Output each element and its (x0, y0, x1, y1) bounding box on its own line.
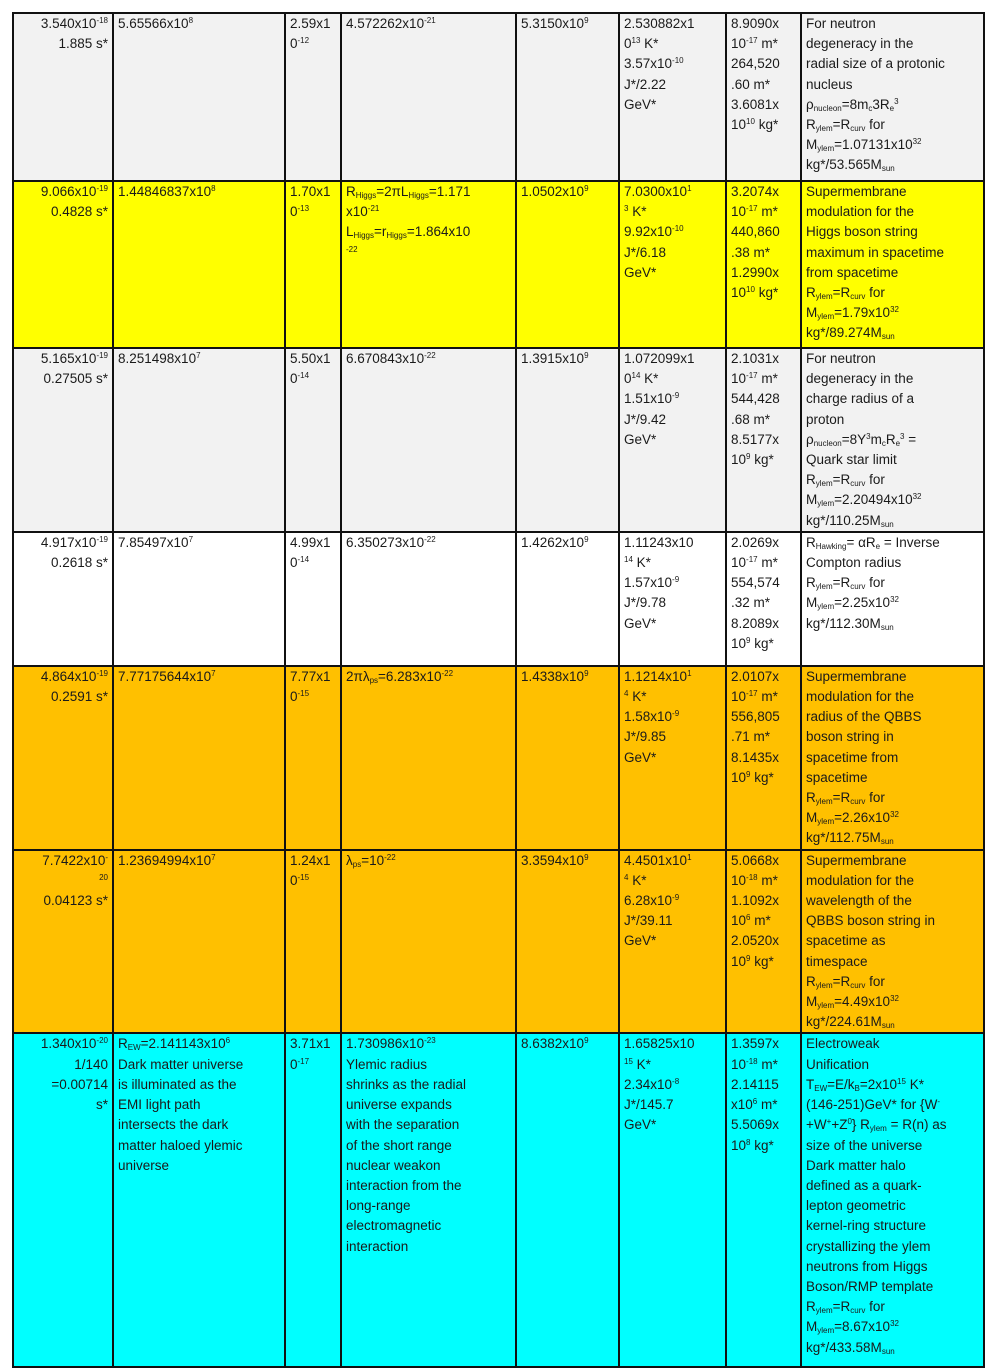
description-line: $M_{ylem}=2.26x10^{32}$ (806, 810, 899, 827)
scale-cell (285, 532, 341, 666)
description-line: $T_{EW}=E/k_B=2x10^{15}$ K* (806, 1076, 924, 1093)
scale-line: $0^{-14}$ (290, 555, 310, 571)
description-line: charge radius of a (806, 391, 915, 407)
description-line: $R_{Hawking}= \alpha R_e$ = Inverse (806, 534, 940, 551)
time-line: 1/140 (74, 1056, 108, 1072)
description-cell (801, 532, 984, 666)
scale-cell (285, 666, 341, 850)
description-line: $M_{ylem}=1.07131x10^{32}$ (806, 137, 922, 154)
radius-line: long-range (346, 1198, 411, 1214)
temperature-energy-cell (619, 532, 726, 666)
scale-line: 1.24x1 (290, 852, 331, 868)
scale-cell (285, 181, 341, 348)
description-line: Quark star limit (806, 452, 897, 468)
size-mass-line: 2.1031x (731, 351, 780, 366)
temperature-energy-cell (619, 666, 726, 850)
size-mass-line: 8.2089x (731, 615, 780, 631)
temperature-energy-line: $0^{13}$ K* (624, 36, 659, 52)
factor-cell (516, 348, 619, 532)
factor-cell (516, 532, 619, 666)
time-line: =0.00714 (51, 1076, 108, 1092)
radius-line: $\lambda_{ps}=10^{-22}$ (346, 852, 396, 869)
temperature-energy-line: GeV* (624, 749, 657, 765)
description-line: Boson/RMP template (806, 1278, 934, 1294)
temperature-energy-line: $3.57x10^{-10}$ (624, 56, 684, 72)
scale-line: $0^{-12}$ (290, 36, 310, 52)
scale-line: $0^{-14}$ (290, 371, 310, 387)
description-line: degeneracy in the (806, 36, 914, 52)
size-mass-line: .60 m* (731, 76, 771, 92)
description-line: $\rho_{nucleon}=8Y^3m_cR_e^3$ = (806, 431, 917, 448)
description-line: $kg*/112.75M_{sun}$ (806, 830, 894, 847)
time-line: 1.885 s* (58, 36, 108, 52)
radius-cell (341, 666, 516, 850)
temperature-energy-line: J*/9.42 (624, 411, 667, 427)
time-cell (13, 348, 113, 532)
radius-line: universe expands (346, 1097, 452, 1113)
size-mass-line: 2.0520x (731, 933, 780, 949)
temperature-ratio-cell (113, 666, 285, 850)
description-line: $R_{ylem}=R_{curv}$ for (806, 285, 885, 302)
description-line: $M_{ylem}=2.25x10^{32}$ (806, 595, 899, 612)
size-mass-line: 5.0668x (731, 852, 780, 868)
size-mass-line: $10^{10}$ kg* (731, 117, 779, 133)
temperature-energy-line: $4.4501x10^1$ (624, 852, 692, 868)
size-mass-line: 8.5177x (731, 431, 780, 447)
temperature-ratio-cell (113, 181, 285, 348)
temperature-energy-line: 2.530882x1 (624, 16, 695, 31)
description-line: defined as a quark- (806, 1177, 922, 1193)
description-line: nucleus (806, 76, 853, 92)
description-line: QBBS boson string in (806, 913, 936, 929)
temperature-energy-line: GeV* (624, 96, 657, 112)
temperature-ratio-line: $7.85497x10^7$ (118, 534, 194, 550)
temperature-energy-line: GeV* (624, 615, 657, 631)
temperature-energy-line: $^{15}$ K* (624, 1056, 651, 1072)
factor-cell (516, 181, 619, 348)
description-line: size of the universe (806, 1137, 923, 1153)
temperature-energy-line: GeV* (624, 264, 657, 280)
factor-line: $1.4262x10^9$ (521, 534, 589, 550)
description-line: lepton geometric (806, 1198, 906, 1214)
temperature-energy-cell (619, 348, 726, 532)
description-line: Unification (806, 1056, 870, 1072)
description-line: Electroweak (806, 1036, 880, 1052)
description-line: $M_{ylem}=8.67x10^{32}$ (806, 1319, 899, 1336)
radius-line: interaction from the (346, 1177, 462, 1193)
description-line: kernel-ring structure (806, 1218, 927, 1234)
description-line: Higgs boson string (806, 224, 918, 240)
radius-cell (341, 1033, 516, 1367)
temperature-energy-line: J*/6.18 (624, 244, 667, 260)
temperature-ratio-line: is illuminated as the (118, 1076, 237, 1092)
size-mass-line: $10^6$ m* (731, 913, 771, 929)
description-line: $R_{ylem}=R_{curv}$ for (806, 790, 885, 807)
temperature-ratio-cell (113, 850, 285, 1034)
size-mass-line: $x10^6$ m* (731, 1097, 778, 1113)
factor-cell (516, 666, 619, 850)
time-cell (13, 181, 113, 348)
temperature-energy-line: $^4$ K* (624, 689, 647, 705)
temperature-energy-cell (619, 850, 726, 1034)
table-row-neutron-charge-radius (13, 348, 984, 532)
size-mass-line: $10^{-17}$ m* (731, 555, 778, 571)
description-line: $M_{ylem}=1.79x10^{32}$ (806, 305, 899, 322)
temperature-energy-line: $2.34x10^{-8}$ (624, 1076, 680, 1092)
description-line: from spacetime (806, 264, 899, 280)
temperature-energy-line: $1.57x10^{-9}$ (624, 575, 680, 591)
scale-line: $0^{-13}$ (290, 204, 310, 220)
temperature-energy-line: 1.65825x10 (624, 1036, 695, 1052)
temperature-ratio-line: $7.77175644x10^7$ (118, 668, 216, 684)
description-line: crystallizing the ylem (806, 1238, 931, 1254)
temperature-energy-line: 1.11243x10 (624, 534, 694, 550)
description-line: Supermembrane (806, 184, 907, 199)
size-mass-line: 544,428 (731, 391, 780, 407)
radius-line: Ylemic radius (346, 1056, 428, 1072)
factor-line: $1.3915x10^9$ (521, 351, 589, 366)
temperature-energy-line: $^3$ K* (624, 204, 647, 220)
temperature-energy-line: GeV* (624, 1117, 657, 1133)
radius-cell (341, 850, 516, 1034)
time-line: s* (95, 1097, 108, 1113)
description-line: For neutron (806, 16, 876, 31)
size-mass-line: .38 m* (731, 244, 771, 260)
size-mass-line: $10^9$ kg* (731, 953, 774, 969)
temperature-ratio-cell (113, 1033, 285, 1367)
time-line: 0.2618 s* (50, 555, 108, 571)
description-line: radial size of a protonic (806, 56, 945, 72)
time-cell (13, 13, 113, 181)
description-line: timespace (806, 953, 868, 969)
table-row-qbbs-wavelength (13, 850, 984, 1034)
temperature-energy-line: J*/9.85 (624, 729, 667, 745)
temperature-energy-line: J*/2.22 (624, 76, 667, 92)
size-mass-line: $10^9$ kg* (731, 452, 774, 468)
radius-line: $x10^{-21}$ (346, 204, 380, 220)
table-row-neutron-radial-size (13, 13, 984, 181)
size-mass-line: 5.5069x (731, 1117, 780, 1133)
temperature-ratio-cell (113, 532, 285, 666)
time-line: $5.165x10^{-19}$ (40, 351, 108, 366)
size-mass-line: 8.1435x (731, 749, 780, 765)
radius-cell (341, 181, 516, 348)
radius-line: $6.670843x10^{-22}$ (346, 351, 436, 366)
table-body (13, 13, 984, 1367)
scale-line: 1.70x1 (290, 184, 331, 199)
temperature-energy-line: GeV* (624, 431, 657, 447)
size-mass-line: $10^{-17}$ m* (731, 689, 778, 705)
size-mass-line: 554,574 (731, 575, 780, 591)
time-cell (13, 532, 113, 666)
radius-cell (341, 13, 516, 181)
size-mass-line: $10^{10}$ kg* (731, 285, 779, 301)
size-mass-line: 8.9090x (731, 16, 780, 31)
temperature-energy-line: J*/39.11 (624, 913, 673, 929)
radius-line: -22 (346, 244, 358, 254)
description-cell (801, 348, 984, 532)
temperature-energy-line: $1.51x10^{-9}$ (624, 391, 680, 407)
size-mass-line: $10^9$ kg* (731, 635, 774, 651)
description-line: $kg*/433.58M_{sun}$ (806, 1339, 895, 1356)
table-row-higgs-boson-string (13, 181, 984, 348)
description-cell (801, 666, 984, 850)
description-line: Compton radius (806, 555, 902, 571)
description-line: modulation for the (806, 204, 915, 220)
description-line: boson string in (806, 729, 894, 745)
time-line: $3.540x10^{-18}$ (40, 16, 108, 31)
scale-line: 4.99x1 (290, 534, 331, 550)
radius-line: $6.350273x10^{-22}$ (346, 534, 436, 550)
scale-line: 7.77x1 (290, 668, 331, 684)
radius-line: shrinks as the radial (346, 1076, 467, 1092)
description-line: $R_{ylem}=R_{curv}$ for (806, 472, 885, 489)
size-mass-line: $10^{-17}$ m* (731, 36, 778, 52)
factor-line: $5.3150x10^9$ (521, 16, 589, 31)
description-line: For neutron (806, 351, 876, 366)
temperature-ratio-line: $1.23694994x10^7$ (118, 852, 216, 868)
scale-line: 5.50x1 (290, 351, 331, 366)
time-line: 0.4828 s* (50, 204, 108, 220)
size-mass-line: $10^{-17}$ m* (731, 371, 778, 387)
temperature-ratio-line: intersects the dark (118, 1117, 229, 1133)
radius-line: of the short range (346, 1137, 452, 1153)
temperature-ratio-cell (113, 13, 285, 181)
temperature-energy-line: GeV* (624, 933, 657, 949)
scale-line: 3.71x1 (290, 1036, 331, 1052)
time-cell (13, 850, 113, 1034)
scale-line: $0^{-15}$ (290, 872, 310, 888)
radius-line: with the separation (346, 1117, 460, 1133)
description-line: $kg*/110.25M_{sun}$ (806, 512, 894, 529)
table-row-inverse-compton-radius (13, 532, 984, 666)
size-mass-line: 3.2074x (731, 184, 780, 199)
size-mass-line: 2.0269x (731, 534, 780, 550)
description-line: $R_{ylem}=R_{curv}$ for (806, 575, 885, 592)
temperature-energy-line: $^{14}$ K* (624, 555, 651, 571)
temperature-energy-line: $9.92x10^{-10}$ (624, 224, 684, 240)
radius-line: $R_{Higgs}=2\pi L_{Higgs}=1.171$ (346, 184, 471, 200)
size-mass-cell (726, 532, 801, 666)
temperature-ratio-cell (113, 348, 285, 532)
radius-line: $L_{Higgs}=r_{Higgs}=1.864x10$ (346, 224, 471, 241)
description-line: maximum in spacetime (806, 244, 945, 260)
temperature-energy-line: J*/9.78 (624, 595, 667, 611)
time-cell (13, 1033, 113, 1367)
time-line: $4.864x10^{-19}$ (40, 668, 108, 684)
description-line: wavelength of the (806, 893, 912, 909)
radius-cell (341, 532, 516, 666)
temperature-energy-cell (619, 1033, 726, 1367)
description-line: Supermembrane (806, 852, 907, 868)
temperature-ratio-line: $R_{EW}=2.141143x10^6$ (118, 1036, 231, 1053)
scale-cell (285, 850, 341, 1034)
size-mass-line: $10^{-17}$ m* (731, 204, 778, 220)
radius-cell (341, 348, 516, 532)
size-mass-cell (726, 666, 801, 850)
description-cell (801, 13, 984, 181)
physics-data-table (12, 12, 985, 1368)
temperature-energy-line: J*/145.7 (624, 1097, 674, 1113)
table-row-electroweak-unification (13, 1033, 984, 1367)
description-line: radius of the QBBS (806, 709, 922, 725)
size-mass-cell (726, 850, 801, 1034)
table-row-qbbs-radius (13, 666, 984, 850)
size-mass-line: 2.14115 (731, 1076, 779, 1092)
description-line: $kg*/112.30M_{sun}$ (806, 615, 894, 632)
description-line: $kg*/89.274M_{sun}$ (806, 325, 895, 342)
temperature-energy-line: $1.58x10^{-9}$ (624, 709, 680, 725)
description-line: modulation for the (806, 872, 915, 888)
scale-cell (285, 1033, 341, 1367)
size-mass-cell (726, 348, 801, 532)
size-mass-line: $10^8$ kg* (731, 1137, 774, 1153)
temperature-energy-line: $7.0300x10^1$ (624, 184, 692, 199)
size-mass-line: 440,860 (731, 224, 780, 240)
temperature-energy-line: $0^{14}$ K* (624, 371, 659, 387)
temperature-ratio-line: $5.65566x10^8$ (118, 16, 194, 31)
size-mass-line: $10^{-18}$ m* (731, 1056, 778, 1072)
time-line: 0.04123 s* (43, 893, 108, 909)
description-line: Supermembrane (806, 668, 907, 684)
time-line: $1.340x10^{-20}$ (40, 1036, 108, 1052)
temperature-energy-line: $^4$ K* (624, 872, 647, 888)
size-mass-cell (726, 181, 801, 348)
temperature-ratio-line: $1.44846837x10^8$ (118, 184, 216, 199)
size-mass-line: 2.0107x (731, 668, 780, 684)
description-line: spacetime as (806, 933, 886, 949)
temperature-ratio-line: matter haloed ylemic (118, 1137, 243, 1153)
size-mass-line: 556,805 (731, 709, 780, 725)
description-line: neutrons from Higgs (806, 1258, 928, 1274)
temperature-ratio-line: $8.251498x10^7$ (118, 351, 201, 366)
description-line: modulation for the (806, 689, 915, 705)
description-cell (801, 850, 984, 1034)
radius-line: nuclear weakon (346, 1157, 441, 1173)
radius-line: electromagnetic (346, 1218, 442, 1234)
description-cell (801, 181, 984, 348)
description-line: degeneracy in the (806, 371, 914, 387)
factor-line: $1.4338x10^9$ (521, 668, 589, 684)
time-line: $9.066x10^{-19}$ (40, 184, 108, 199)
factor-line: $8.6382x10^9$ (521, 1036, 589, 1052)
temperature-energy-line: $6.28x10^{-9}$ (624, 893, 680, 909)
scale-cell (285, 348, 341, 532)
temperature-energy-line: 1.072099x1 (624, 351, 695, 366)
description-line: $kg*/224.61M_{sun}$ (806, 1014, 895, 1031)
description-cell (801, 1033, 984, 1367)
description-line: Dark matter halo (806, 1157, 906, 1173)
description-line: $kg*/53.565M_{sun}$ (806, 157, 895, 174)
description-line: $R_{ylem}=R_{curv}$ for (806, 1299, 885, 1316)
description-line: $M_{ylem}=4.49x10^{32}$ (806, 994, 899, 1011)
size-mass-cell (726, 13, 801, 181)
time-line: 0.27505 s* (43, 371, 108, 387)
description-line: $M_{ylem}=2.20494x10^{32}$ (806, 492, 922, 509)
description-line: $\rho_{nucleon}=8m_c3R_e^3$ (806, 96, 899, 113)
factor-cell (516, 850, 619, 1034)
temperature-energy-cell (619, 13, 726, 181)
description-line: spacetime (806, 769, 868, 785)
size-mass-line: 264,520 (731, 56, 780, 72)
time-line: $4.917x10^{-19}$ (40, 534, 108, 550)
time-line: 0.2591 s* (50, 689, 108, 705)
temperature-energy-cell (619, 181, 726, 348)
radius-line: interaction (346, 1238, 409, 1254)
factor-cell (516, 13, 619, 181)
temperature-ratio-line: EMI light path (118, 1097, 201, 1113)
factor-cell (516, 1033, 619, 1367)
radius-line: $2\pi\lambda_{ps}=6.283x10^{-22}$ (346, 668, 454, 685)
scale-line: 2.59x1 (290, 16, 331, 31)
description-line: (146-251)GeV* for {W- (806, 1097, 940, 1113)
scale-line: $0^{-15}$ (290, 689, 310, 705)
size-mass-line: .32 m* (731, 595, 771, 611)
size-mass-line: 1.1092x (731, 893, 780, 909)
time-line: 20 (99, 872, 108, 882)
description-line: $R_{ylem}=R_{curv}$ for (806, 117, 885, 134)
description-line: $R_{ylem}=R_{curv}$ for (806, 973, 885, 990)
radius-line: $1.730986x10^{-23}$ (346, 1036, 436, 1052)
temperature-energy-line: $1.1214x10^1$ (624, 668, 692, 684)
temperature-ratio-line: universe (118, 1157, 170, 1173)
scale-line: $0^{-17}$ (290, 1056, 310, 1072)
size-mass-cell (726, 1033, 801, 1367)
size-mass-line: .68 m* (731, 411, 771, 427)
temperature-ratio-line: Dark matter universe (118, 1056, 244, 1072)
size-mass-line: .71 m* (731, 729, 771, 745)
size-mass-line: 1.2990x (731, 264, 780, 280)
size-mass-line: $10^{-18}$ m* (731, 872, 778, 888)
description-line: proton (806, 411, 845, 427)
factor-line: $1.0502x10^9$ (521, 184, 589, 199)
radius-line: $4.572262x10^{-21}$ (346, 16, 436, 31)
size-mass-line: 1.3597x (731, 1036, 780, 1052)
factor-line: $3.3594x10^9$ (521, 852, 589, 868)
description-line: $+W^++Z^0$} $R_{ylem} = R(n)$ as (806, 1117, 947, 1134)
scale-cell (285, 13, 341, 181)
time-cell (13, 666, 113, 850)
size-mass-line: $10^9$ kg* (731, 769, 774, 785)
time-line: 7.7422x10- (42, 852, 108, 868)
size-mass-line: 3.6081x (731, 96, 780, 112)
description-line: spacetime from (806, 749, 899, 765)
